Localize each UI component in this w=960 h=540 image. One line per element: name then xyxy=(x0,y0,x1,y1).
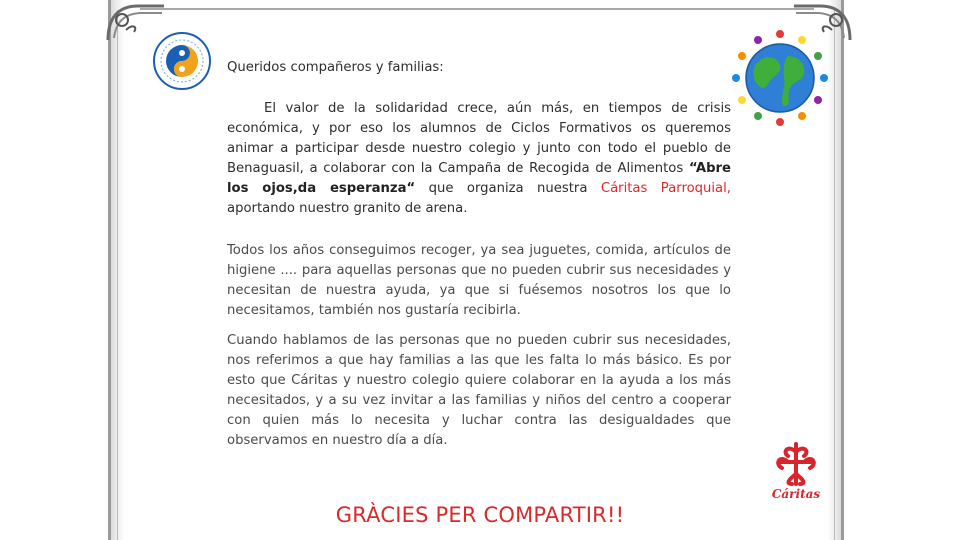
letter-body xyxy=(227,58,731,451)
school-logo-icon xyxy=(152,31,212,91)
paragraph-1-text-c: aportando nuestro granito de arena. xyxy=(227,201,468,216)
caritas-logo-text: Cáritas xyxy=(771,487,821,501)
paragraph-1-text-b: que organiza nuestra xyxy=(415,181,601,196)
paragraph-1 xyxy=(227,99,731,219)
campaign-name: “Abre los ojos,da esperanza“ xyxy=(227,161,731,196)
paragraph-1-text-a: El valor de la solidaridad crece, aún más, en tiempos de crisis económica, y por eso los alumnos de Ciclos Formativos os queremos animar a participar desde nuestro colegio y junto con todo el pueblo de Benaguasil, a colaborar con la Campaña de Recogida de Alimentos xyxy=(227,101,731,176)
caritas-parroquial-text: Cáritas Parroquial, xyxy=(600,181,731,196)
globe-children-icon xyxy=(728,26,832,130)
paragraph-3: Cuando hablamos de las personas que no pueden cubrir sus necesidades, nos referimos a que hay familias a las que les falta lo más básico. Es por esto que Cáritas y nuestro colegio quiere colaborar en la ayuda a los más necesitados, y a su vez invitar a las familias y niños del centro a cooperar con quien más lo necesita y luchar contra las desigualdades que observamos en nuestro día a día. xyxy=(227,333,731,448)
letter-greeting: Queridos compañeros y familias: xyxy=(227,60,444,75)
closing-message: GRÀCIES PER COMPARTIR!! xyxy=(335,503,625,527)
top-border-rule xyxy=(140,8,814,10)
paragraph-2: Todos los años conseguimos recoger, ya sea juguetes, comida, artículos de higiene .... para aquellas personas que no pueden cubrir sus necesidades y necesitan de nuestra ayuda, ya que si fuésemos nosotros los que lo necesitamos, también nos gustaría recibirla. xyxy=(227,243,731,318)
